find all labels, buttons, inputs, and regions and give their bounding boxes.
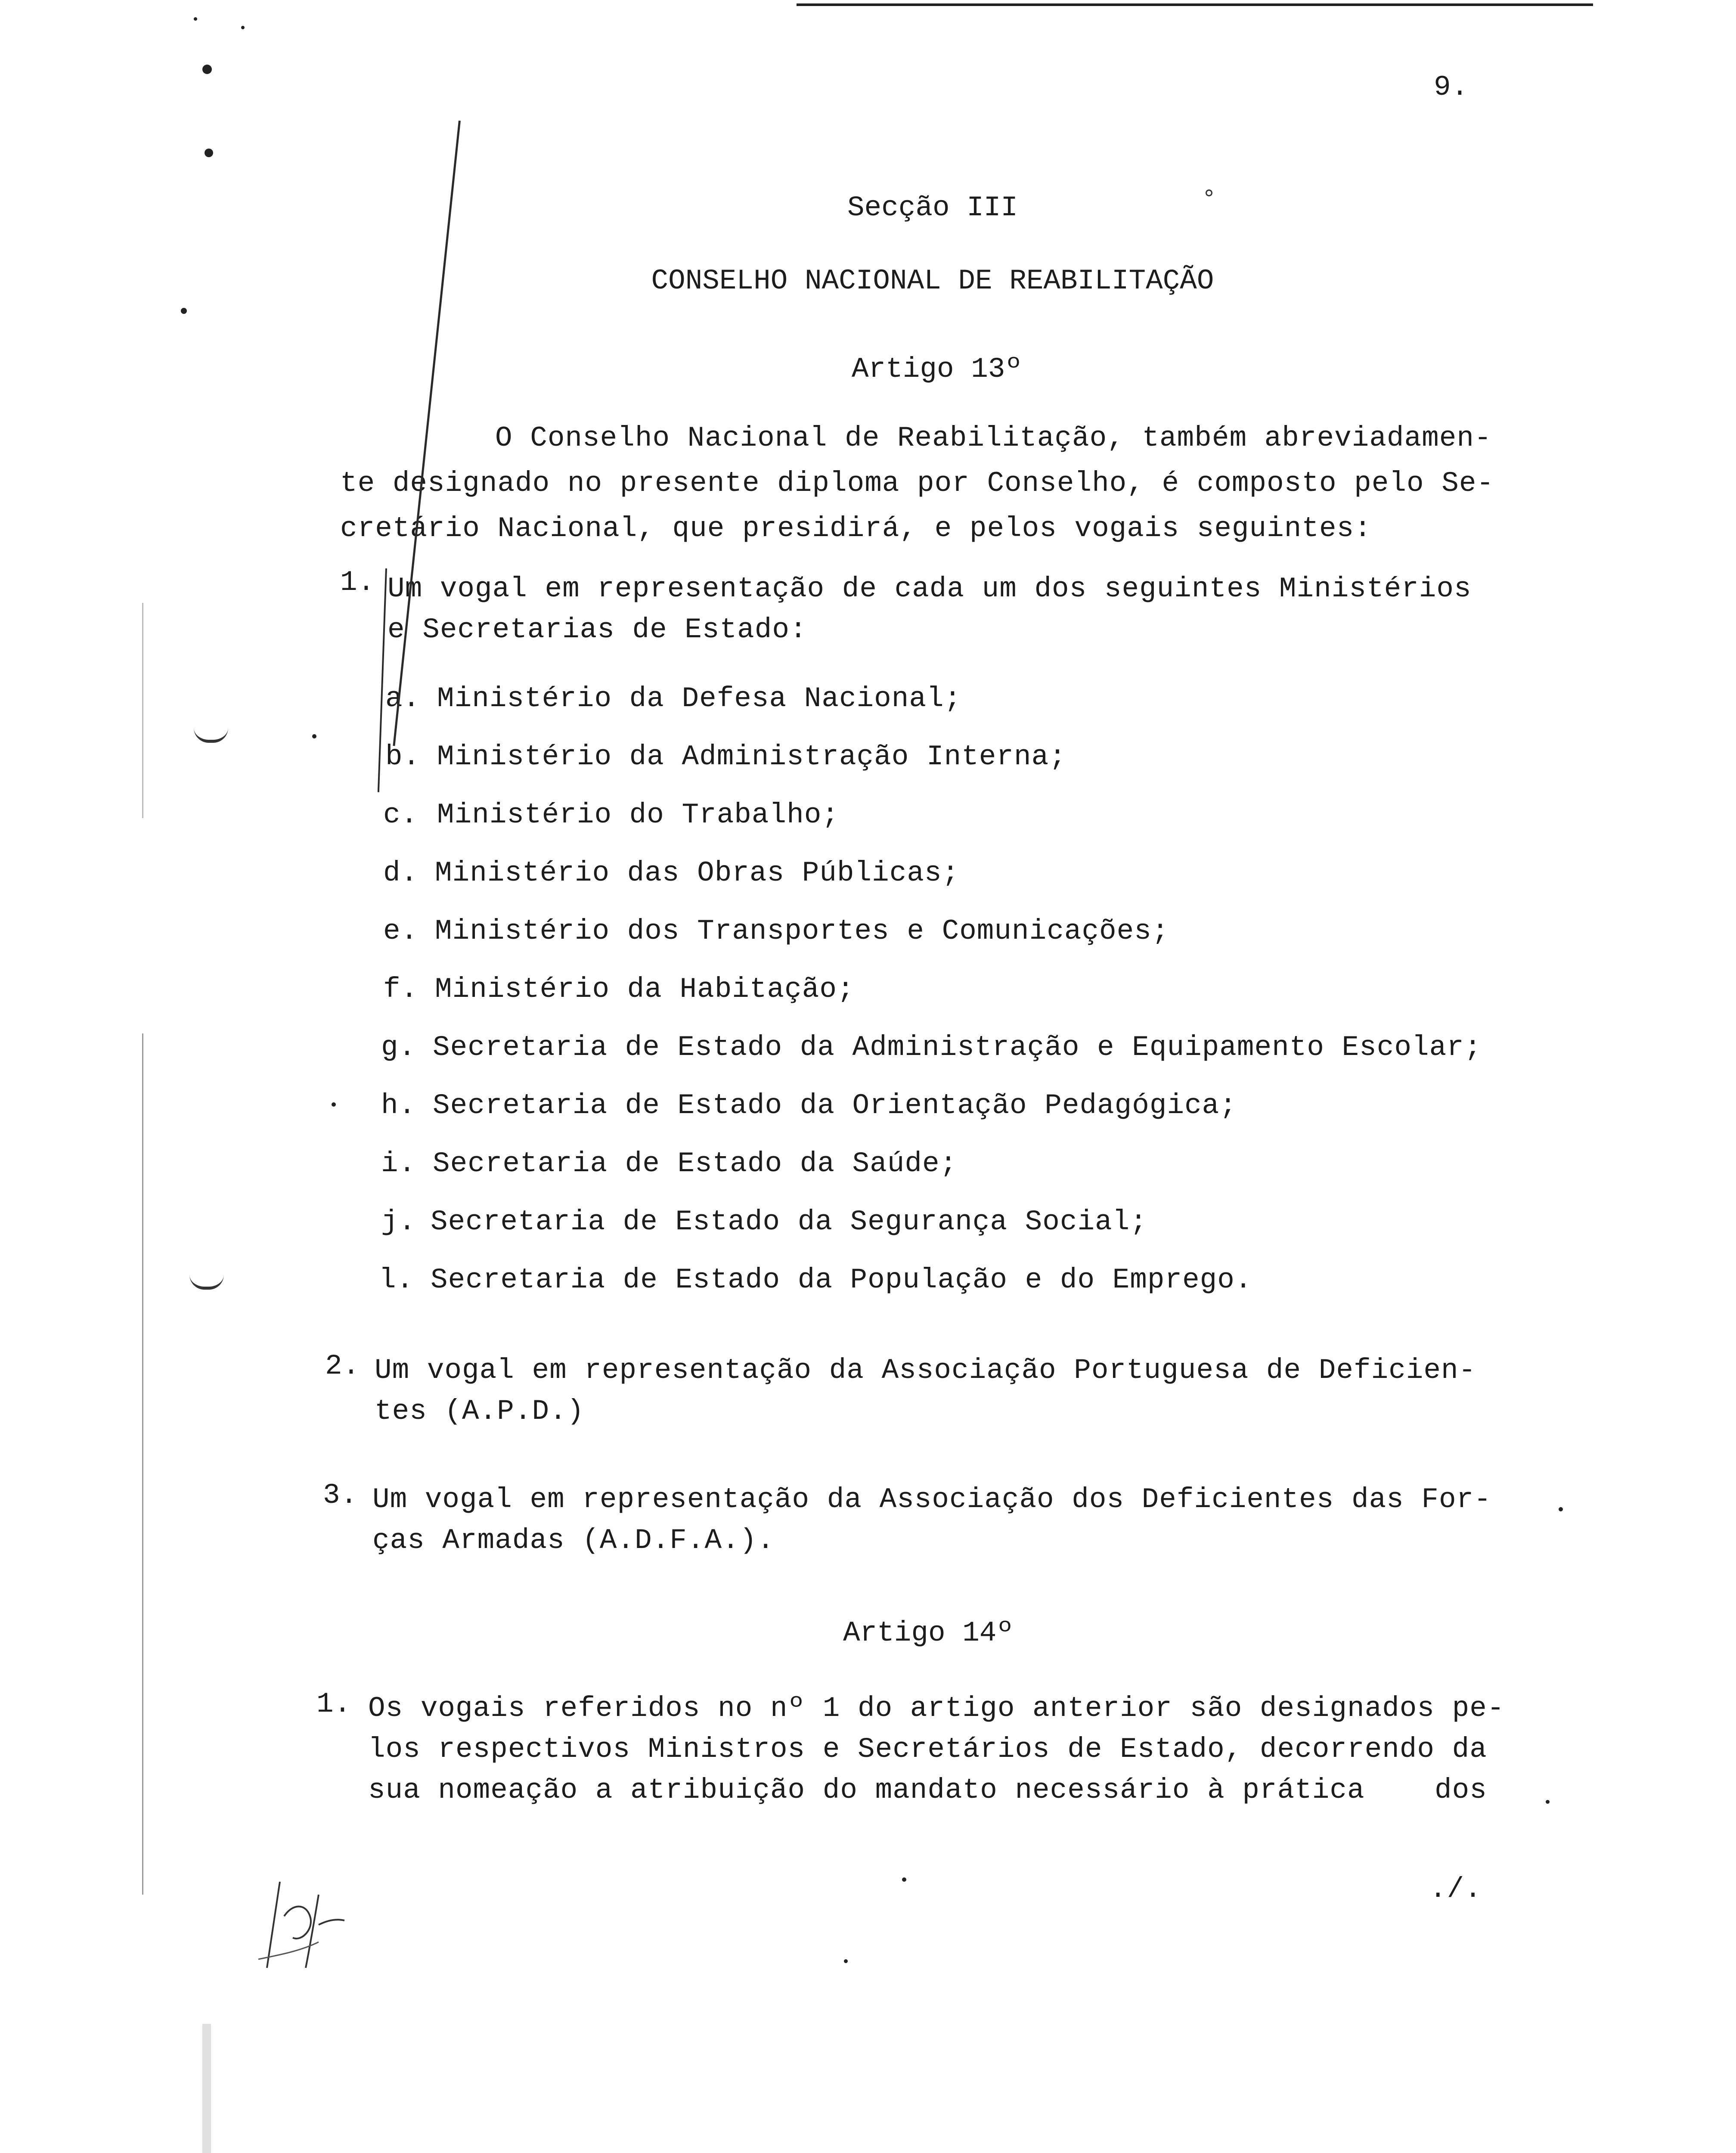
scan-speck (241, 26, 245, 29)
subitem-e-letter: e. (383, 915, 418, 947)
article-13-item-3-line-1: Um vogal em representação da Associação dos Deficientes das For- (372, 1483, 1491, 1516)
subitem-g-text: Secretaria de Estado da Administração e Equipamento Escolar; (433, 1031, 1482, 1064)
subitem-l-text: Secretaria de Estado da População e do Emprego. (431, 1264, 1252, 1296)
article-13-item-3-line-2: ças Armadas (A.D.F.A.). (372, 1524, 775, 1557)
subitem-a-letter: a. (385, 683, 421, 715)
subitem-e-text: Ministério dos Transportes e Comunicações; (435, 915, 1169, 947)
article-14-item-1-line-2: los respectivos Ministros e Secretários de Estado, decorrendo da (368, 1733, 1487, 1765)
article-13-item-3-number: 3. (323, 1479, 358, 1511)
scan-speck (181, 308, 187, 314)
subitem-d-letter: d. (383, 857, 418, 889)
scan-speck (1546, 1800, 1550, 1804)
subitem-c-text: Ministério do Trabalho; (437, 799, 839, 831)
article-13-intro-line-1: O Conselho Nacional de Reabilitação, também abreviadamen- (495, 422, 1492, 454)
subitem-h-letter: h. (381, 1089, 416, 1122)
article-13-item-1-line-2: e Secretarias de Estado: (388, 614, 807, 646)
scan-speck (202, 65, 212, 74)
page-number: 9. (1434, 71, 1469, 103)
subitem-i-letter: i. (381, 1148, 416, 1180)
margin-scan-streak (202, 2024, 211, 2153)
subitem-f-text: Ministério da Habitação; (435, 973, 855, 1005)
scan-speck (332, 1102, 336, 1107)
margin-scan-streak (142, 603, 143, 818)
subitem-d-text: Ministério das Obras Públicas; (435, 857, 960, 889)
subitem-j-text: Secretaria de Estado da Segurança Social; (431, 1206, 1147, 1238)
scan-speck (194, 17, 197, 21)
top-edge-line (797, 3, 1593, 6)
subitem-i-text: Secretaria de Estado da Saúde; (433, 1148, 958, 1180)
subitem-a-text: Ministério da Defesa Nacional; (437, 683, 962, 715)
subitem-b-text: Ministério da Administração Interna; (437, 741, 1066, 773)
subitem-l-letter: l. (379, 1264, 414, 1296)
article-14-heading: Artigo 14º (843, 1617, 1014, 1649)
scan-speck (902, 1877, 906, 1882)
article-14-item-1-line-1: Os vogais referidos no nº 1 do artigo anterior são designados pe- (368, 1692, 1505, 1725)
article-13-item-2-line-1: Um vogal em representação da Associação Portuguesa de Deficien- (375, 1354, 1476, 1387)
section-subtitle: CONSELHO NACIONAL DE REABILITAÇÃO (651, 265, 1214, 297)
punch-hole-mark (189, 1275, 224, 1290)
subitem-f-letter: f. (383, 973, 418, 1005)
margin-scan-streak (142, 1033, 143, 1895)
subitem-j-letter: j. (381, 1206, 416, 1238)
article-13-intro-line-2: te designado no presente diploma por Conselho, é composto pelo Se- (340, 467, 1494, 499)
article-13-item-2-line-2: tes (A.P.D.) (375, 1395, 585, 1427)
scan-speck (312, 734, 316, 738)
article-14-item-1-line-3: sua nomeação a atribuição do mandato necessário à prática dos (368, 1774, 1487, 1806)
article-14-item-1-number: 1. (316, 1688, 352, 1720)
article-13-heading: Artigo 13º (851, 353, 1023, 385)
scan-speck (844, 1959, 848, 1963)
scan-speck (1206, 189, 1212, 196)
article-13-item-1-number: 1. (340, 566, 375, 599)
article-13-item-2-number: 2. (325, 1350, 360, 1382)
scan-speck (205, 149, 213, 157)
subitem-b-letter: b. (385, 741, 421, 773)
scan-speck (1559, 1507, 1563, 1511)
continuation-mark: ./. (1429, 1873, 1482, 1905)
article-13-intro-line-3: cretário Nacional, que presidirá, e pelos vogais seguintes: (340, 512, 1372, 545)
subitem-c-letter: c. (383, 799, 418, 831)
punch-hole-mark (194, 728, 228, 743)
subitem-g-letter: g. (381, 1031, 416, 1064)
article-13-item-1-line-1: Um vogal em representação de cada um dos seguintes Ministérios (388, 573, 1472, 605)
section-title: Secção III (847, 192, 1018, 224)
subitem-h-text: Secretaria de Estado da Orientação Pedagógica; (433, 1089, 1237, 1122)
handwritten-initials (254, 1877, 357, 1972)
